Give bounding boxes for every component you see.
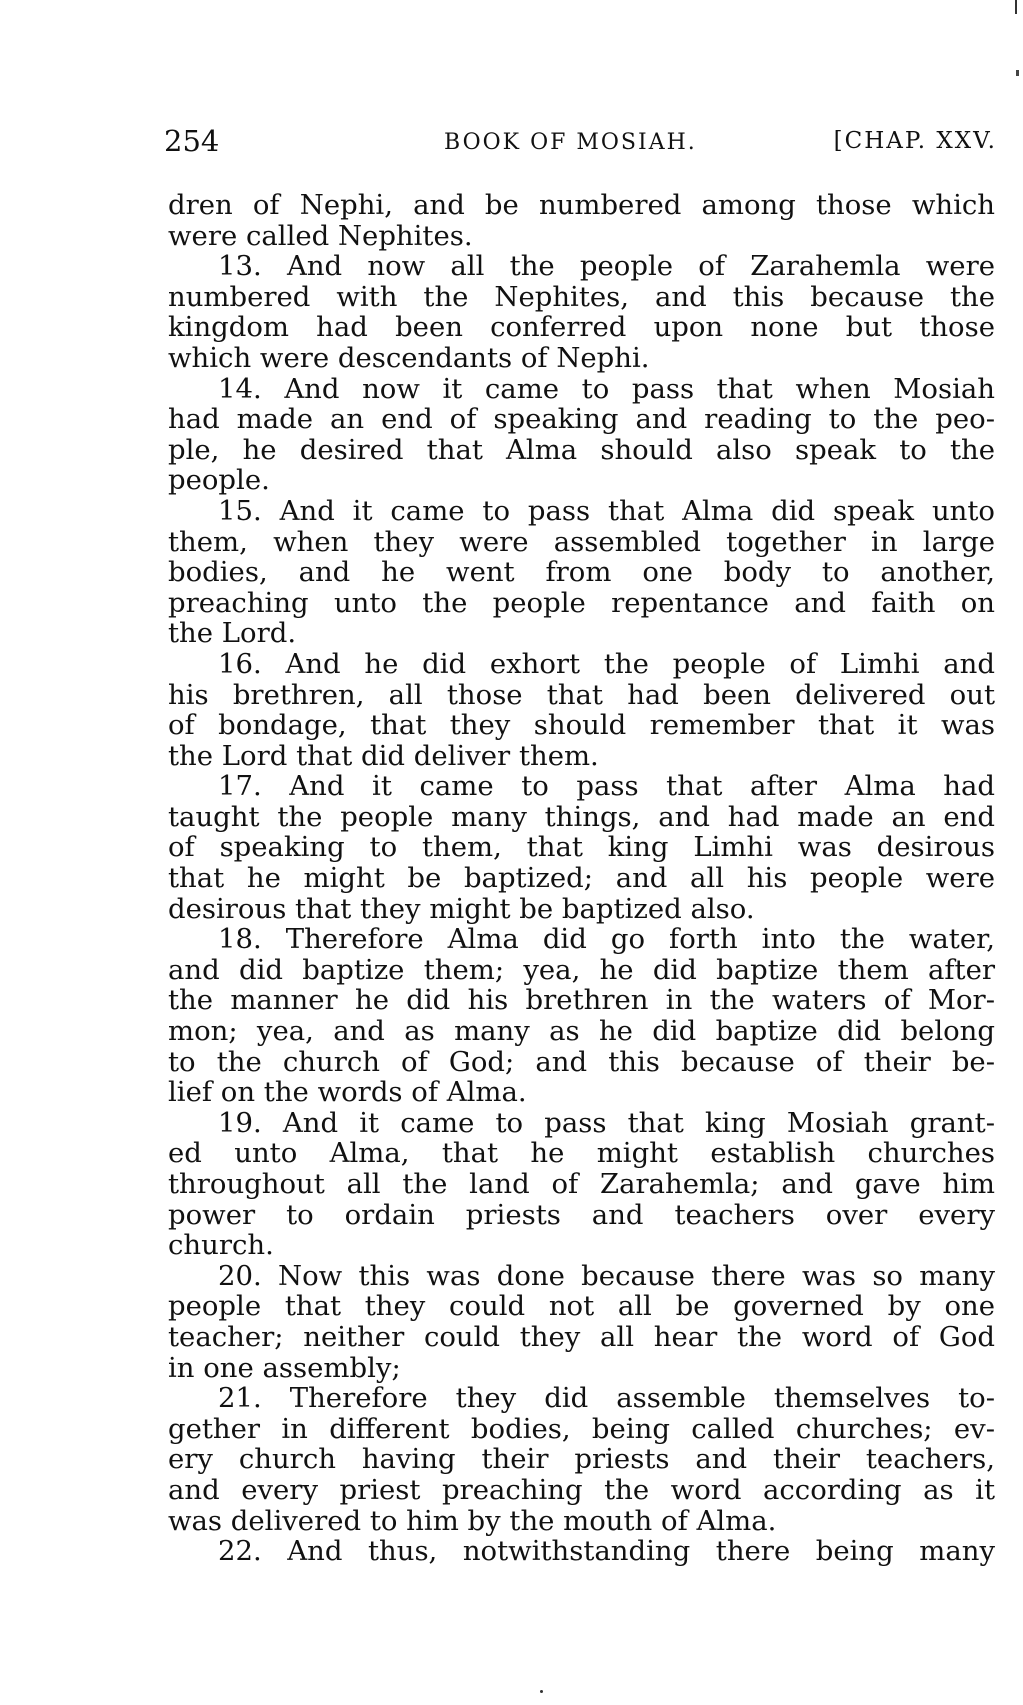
- text-line: was delivered to him by the mouth of Alma.: [168, 1504, 777, 1537]
- page-header: [164, 124, 997, 164]
- text-line: teacher; neither could they all hear the word of God: [168, 1320, 995, 1353]
- verse-21-line: 21. Therefore they did assemble themselves to-: [218, 1382, 995, 1415]
- scan-edge-mark: [1016, 70, 1019, 76]
- text-line: gether in different bodies, being called churches; ev-: [168, 1412, 995, 1445]
- text-line: ple, he desired that Alma should also speak to the: [168, 433, 995, 466]
- text-line: and every priest preaching the word according as it: [168, 1473, 995, 1506]
- text-line: of speaking to them, that king Limhi was desirous: [168, 831, 995, 864]
- text-line: desirous that they might be baptized also.: [168, 892, 755, 925]
- verse-13-line: 13. And now all the people of Zarahemla were: [218, 250, 995, 283]
- text-line: throughout all the land of Zarahemla; and gave him: [168, 1168, 995, 1200]
- text-line: power to ordain priests and teachers over every: [168, 1198, 995, 1231]
- verse-22-line: 22. And thus, notwithstanding there being many: [218, 1535, 995, 1568]
- text-line: kingdom had been conferred upon none but those: [168, 311, 995, 344]
- text-line: had made an end of speaking and reading to the peo-: [168, 403, 995, 436]
- verse-14-line: 14. And now it came to pass that when Mosiah: [218, 372, 995, 405]
- text-line: ery church having their priests and their teachers,: [168, 1443, 995, 1476]
- text-line: in one assembly;: [168, 1351, 401, 1384]
- text-line: mon; yea, and as many as he did baptize did belong: [168, 1015, 995, 1048]
- text-line: the Lord.: [168, 617, 297, 650]
- text-line: church.: [168, 1229, 274, 1262]
- body-text: [168, 190, 995, 1567]
- text-line: them, when they were assembled together in large: [168, 525, 995, 558]
- text-line: ed unto Alma, that he might establish churches: [168, 1137, 995, 1170]
- text-line: preaching unto the people repentance and faith on: [168, 586, 995, 619]
- text-line: of bondage, that they should remember that it was: [168, 709, 995, 742]
- verse-15-line: 15. And it came to pass that Alma did speak unto: [218, 494, 995, 527]
- chapter-reference: [CHAP. XXV.: [833, 128, 997, 154]
- text-line: people that they could not all be governed by one: [168, 1290, 995, 1323]
- text-line: lief on the words of Alma.: [168, 1076, 527, 1109]
- text-line: numbered with the Nephites, and this because the: [168, 280, 995, 313]
- text-line: to the church of God; and this because of their be-: [168, 1045, 995, 1078]
- verse-20-line: 20. Now this was done because there was so many: [218, 1259, 995, 1292]
- text-line: which were descendants of Nephi.: [168, 341, 650, 374]
- text-line: taught the people many things, and had made an end: [168, 800, 995, 833]
- scan-edge-mark: [1015, 0, 1017, 14]
- text-line: bodies, and he went from one body to another,: [168, 556, 995, 589]
- text-line: dren of Nephi, and be numbered among those which: [168, 189, 995, 221]
- verse-19-line: 19. And it came to pass that king Mosiah grant-: [218, 1106, 995, 1139]
- verse-18-line: 18. Therefore Alma did go forth into the water,: [218, 923, 995, 956]
- verse-17-line: 17. And it came to pass that after Alma had: [218, 770, 995, 803]
- running-title: BOOK OF MOSIAH.: [444, 130, 697, 155]
- scan-speck: [540, 1690, 543, 1693]
- text-line: were called Nephites.: [168, 219, 473, 252]
- text-line: that he might be baptized; and all his people were: [168, 862, 995, 895]
- text-line: his brethren, all those that had been delivered out: [168, 678, 995, 711]
- text-line: and did baptize them; yea, he did baptize them after: [168, 953, 995, 986]
- text-line: the manner he did his brethren in the waters of Mor-: [168, 984, 995, 1017]
- text-line: people.: [168, 464, 270, 497]
- text-line: the Lord that did deliver them.: [168, 739, 599, 772]
- verse-16-line: 16. And he did exhort the people of Limhi and: [218, 647, 995, 680]
- page-number: 254: [164, 124, 220, 158]
